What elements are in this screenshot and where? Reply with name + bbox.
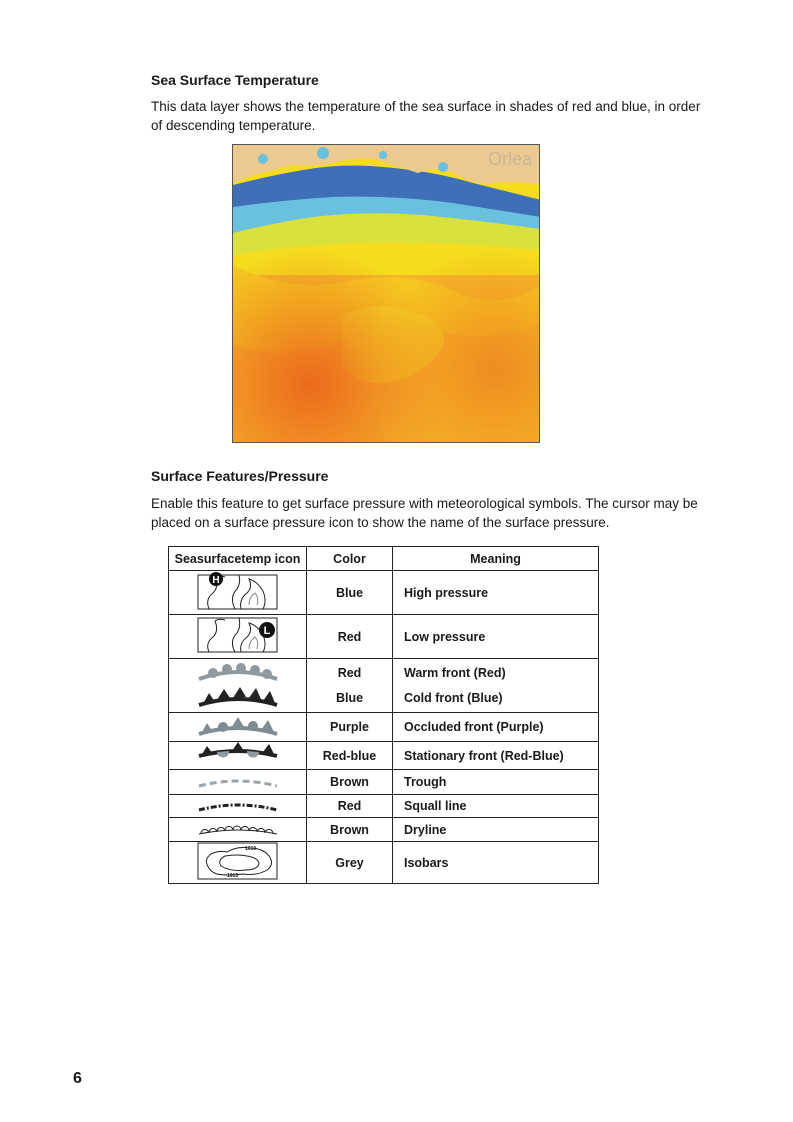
color-cell: Red [307,615,393,659]
header-color: Color [307,547,393,571]
high-pressure-icon [169,571,307,615]
isobars-icon [169,842,307,884]
table-row [169,842,599,884]
table-row [169,770,599,795]
table-row [169,659,599,713]
color-cell: Red [307,795,393,818]
svg-text:1010: 1010 [244,846,256,852]
meaning-cell: Stationary front (Red-Blue) [393,742,599,770]
color-cell: Red [337,666,362,680]
surface-heading: Surface Features/Pressure [151,468,329,484]
map-city-label: Orlea [488,149,533,169]
svg-text:H: H [211,575,220,586]
meaning-cell: Warm front (Red) [404,666,506,680]
color-cell: Brown [307,770,393,795]
sea-surface-temperature-map [232,144,540,443]
color-cell: Blue [335,691,364,705]
table-row [169,615,599,659]
color-cell: Grey [307,842,393,884]
low-pressure-icon [169,615,307,659]
surface-description: Enable this feature to get surface pressure with meteorological symbols. The cursor may be placed on a surface pressure icon to show the name of the surface pressure. [151,496,698,530]
occluded-front-icon [169,713,307,742]
color-cell: Brown [307,818,393,842]
cold-front-icon [199,687,277,705]
stationary-front-icon [169,742,307,770]
meaning-cell: Dryline [393,818,599,842]
page-number: 6 [73,1070,82,1087]
table-row [169,818,599,842]
meaning-cell: Occluded front (Purple) [393,713,599,742]
trough-icon [169,770,307,795]
table-row [169,571,599,615]
svg-text:L: L [263,625,270,637]
table-row [169,795,599,818]
color-cell: Purple [307,713,393,742]
dryline-icon [169,818,307,842]
meaning-cell: Isobars [393,842,599,884]
meaning-cell: Cold front (Blue) [404,691,503,705]
sst-description: This data layer shows the temperature of the sea surface in shades of red and blue, in order of descending temperature. [151,99,701,133]
surface-symbols-table [168,546,599,884]
meaning-cell: Low pressure [393,615,599,659]
squall-line-icon [169,795,307,818]
meaning-cell: Trough [393,770,599,795]
table-header-row [169,547,599,571]
table-row [169,713,599,742]
color-cell: Red-blue [307,742,393,770]
color-cell: Blue [307,571,393,615]
warm-front-icon [199,663,277,679]
svg-text:1015: 1015 [226,873,238,879]
table-row [169,742,599,770]
meaning-cell: Squall line [393,795,599,818]
header-meaning: Meaning [393,547,599,571]
sst-heading: Sea Surface Temperature [151,72,319,88]
meaning-cell: High pressure [393,571,599,615]
header-icon: Seasurfacetemp icon [169,547,307,571]
